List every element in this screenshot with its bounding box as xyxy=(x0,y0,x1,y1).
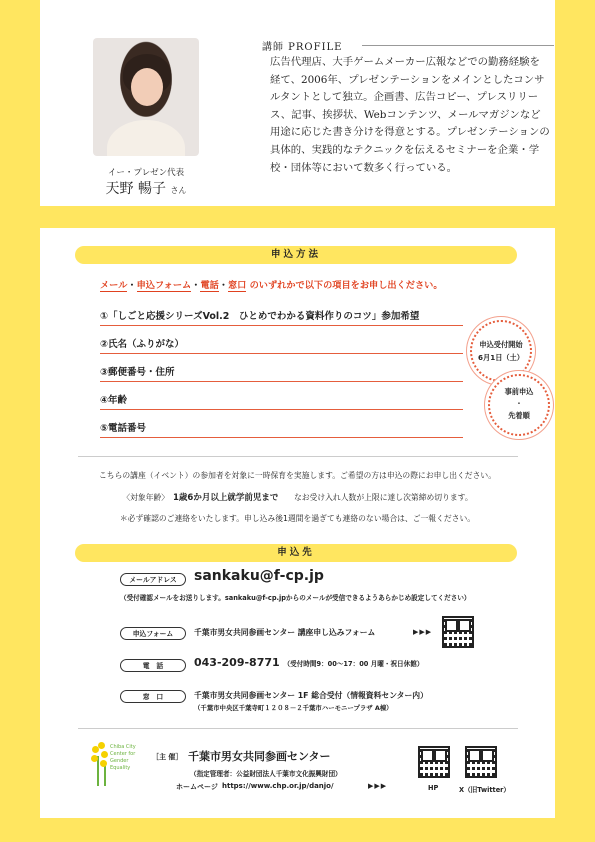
method-form: 申込フォーム xyxy=(136,280,192,291)
method-phone: 電話 xyxy=(200,280,219,291)
apply-to-heading: 申込先 xyxy=(75,544,517,562)
age-note xyxy=(40,491,555,503)
age-value: 1歳6か月以上就学前児まで xyxy=(173,493,279,503)
method-counter: 窓口 xyxy=(228,280,247,291)
profile-heading: 講師 PROFILE xyxy=(262,42,343,53)
apply-method-heading: 申込方法 xyxy=(75,246,517,264)
counter-address: （千葉市中央区千葉寺町１２０８－２千葉市ハーモニープラザ A棟） xyxy=(194,704,393,712)
x-qr-label: X（旧Twitter） xyxy=(459,786,511,794)
form-link[interactable]: 千葉市男女共同参画センター 講座申し込みフォーム xyxy=(194,628,376,637)
instructor-role: イー・プレゼン代表 xyxy=(107,168,185,178)
logo-line: Gender xyxy=(110,758,129,764)
badge-line: 先着順 xyxy=(508,411,530,420)
section-divider xyxy=(78,456,518,457)
email-note: （受付確認メールをお送りします。sankaku@f-cp.jpからのメールが受信できるようあらかじめ設定してください） xyxy=(120,594,471,602)
hp-qr-label: HP xyxy=(428,784,439,792)
main-card xyxy=(40,228,555,818)
email-tag: メールアドレス xyxy=(120,573,186,586)
badge-line: 6月1日（土） xyxy=(478,353,524,362)
start-date-badge xyxy=(470,320,532,382)
phone-hours: （受付時間9：00～17：00 月曜・祝日休館） xyxy=(283,660,424,668)
badge-line: 申込受付開始 xyxy=(479,340,523,349)
phone-tag: 電 話 xyxy=(120,659,186,672)
counter-tag: 窓 口 xyxy=(120,690,186,703)
profile-divider xyxy=(362,45,554,46)
center-logo xyxy=(88,738,142,790)
apply-intro xyxy=(100,277,443,291)
instructor-photo xyxy=(93,38,199,156)
x-qr-code[interactable] xyxy=(465,746,497,778)
phone-value: 043-209-8771 xyxy=(194,656,280,669)
logo-line: Chiba City xyxy=(110,744,136,750)
profile-card xyxy=(40,0,555,206)
confirm-note: ＊必ず確認のご連絡をいたします。申し込み後1週間を過ぎても連絡のない場合は、ご一報ください。 xyxy=(119,514,476,523)
childcare-note: こちらの講座（イベント）の参加者を対象に一時保育を実施します。ご希望の方は申込の際にお申し出ください。 xyxy=(98,471,496,480)
host-label: ［主 催］ xyxy=(152,753,183,761)
apply-item: ①「しごと応援シリーズVol.2 ひとめでわかる資料作りのコツ」参加希望 xyxy=(100,302,463,326)
apply-item: ④年齢 xyxy=(100,386,463,410)
arrow-icon: ▶▶▶ xyxy=(368,782,388,790)
email-address[interactable]: sankaku@f-cp.jp xyxy=(194,568,324,584)
manager-note: （指定管理者：公益財団法人千葉市文化振興財団） xyxy=(190,770,342,778)
badge-line: ・ xyxy=(515,399,523,408)
form-tag: 申込フォーム xyxy=(120,627,186,640)
phone-number xyxy=(194,656,423,669)
method-email: メール xyxy=(100,280,128,291)
homepage-url[interactable]: https://www.chp.or.jp/danjo/ xyxy=(222,782,334,790)
logo-text xyxy=(110,744,136,772)
sep: ・ xyxy=(127,280,137,291)
apply-item: ②氏名（ふりがな） xyxy=(100,330,463,354)
footer-divider xyxy=(78,728,518,729)
age-label: 〈対象年齢〉 xyxy=(122,493,166,502)
badge-line: 事前申込 xyxy=(504,387,534,396)
sep: ・ xyxy=(218,280,228,291)
first-come-badge xyxy=(488,374,550,436)
form-qr-code[interactable] xyxy=(442,616,474,648)
apply-item: ⑤電話番号 xyxy=(100,414,463,438)
age-limit-note: なお受け入れ人数が上限に達し次第締め切ります。 xyxy=(293,493,473,502)
name-text: 天野 暢子 xyxy=(105,181,166,197)
logo-line: Equality xyxy=(110,765,131,771)
profile-bio: 広告代理店、大手ゲームメーカー広報などでの勤務経験を経て、2006年、プレゼンテーションをメインとしたコンサルタントとして独立。企画書、広告コピー、プレスリリース、記事、挨拶状、Webコンテンツ、メールマガジンなど用途に応じた書き分けを得意とする。プレゼンテーションの具体的、実践的なテクニックを伝えるセミナーを企業・学校・団体等において数多く行っている。 xyxy=(270,56,550,174)
hp-qr-code[interactable] xyxy=(418,746,450,778)
arrow-icon: ▶▶▶ xyxy=(413,628,433,636)
homepage-label: ホームページ xyxy=(176,783,218,791)
host-name: 千葉市男女共同参画センター xyxy=(188,750,331,763)
counter-text: 千葉市男女共同参画センター 1F 総合受付（情報資料センター内） xyxy=(194,691,428,700)
apply-item: ③郵便番号・住所 xyxy=(100,358,463,382)
logo-line: Center for xyxy=(110,751,136,757)
instructor-name xyxy=(80,178,212,198)
honorific: さん xyxy=(170,186,187,195)
sep: ・ xyxy=(191,280,201,291)
intro-rest: のいずれかで以下の項目をお申し出ください。 xyxy=(246,280,443,291)
